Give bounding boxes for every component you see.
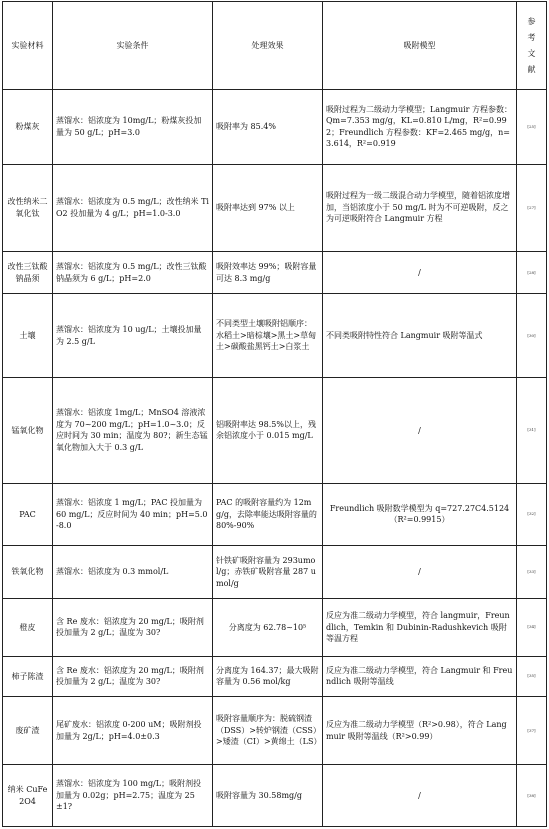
cell-reference: [27] — [517, 164, 547, 251]
cell-reference: [25] — [517, 90, 547, 165]
cell-conditions: 蒸馏水：铝浓度为 0.5 mg/L；改性纳米 TiO2 投加量为 4 g/L；pH=1.0-3.0 — [53, 164, 213, 251]
table-row — [3, 164, 547, 251]
cell-conditions: 蒸馏水：铝浓度 1 mg/L；PAC 投加量为 60 mg/L；反应时间为 40 min；pH=5.0-8.0 — [53, 484, 213, 546]
cell-material: 改性纳米二氧化钛 — [3, 164, 53, 251]
cell-effect: 铝吸附率达 98.5%以上，残余铝浓度小于 0.015 mg/L — [213, 377, 323, 484]
cell-model: 吸附过程为一级二级混合动力学模型，随着铝浓度增加，当铝浓度小于 50 mg/L 时为不可逆吸附，反之为可逆吸附符合 Langmuir 方程 — [323, 164, 517, 251]
cell-effect: PAC 的吸附容量约为 12mg/g，去除率能达吸附容量的 80%-90% — [213, 484, 323, 546]
header-reference-char: 献 — [527, 64, 536, 74]
cell-conditions: 尾矿废水：铝浓度 0-200 uM；吸附剂投加量为 2g/L；pH=4.0±0.3 — [53, 697, 213, 765]
cell-effect: 分离度为 62.78~10⁵ — [213, 599, 323, 657]
cell-conditions: 蒸馏水：铝浓度为 10 ug/L；土壤投加量为 2.5 g/L — [53, 294, 213, 377]
cell-material: 橙皮 — [3, 599, 53, 657]
cell-material: 锰氧化物 — [3, 377, 53, 484]
header-model: 吸附模型 — [323, 2, 517, 90]
cell-material: 废矿渣 — [3, 697, 53, 765]
cell-reference: [38] — [517, 765, 547, 827]
header-reference-char: 参 — [527, 16, 536, 26]
cell-model: 吸附过程为二级动力学模型；Langmuir 方程参数：Qm=7.353 mg/g，KL=0.810 L/mg，R²=0.992；Freundlich 方程参数：KF=2.465 mg/g，n=3.614，R²=0.919 — [323, 90, 517, 165]
cell-material: PAC — [3, 484, 53, 546]
cell-effect: 吸附容量顺序为：脱硫钢渣（DSS）>转炉钢渣（CSS）>矮渣（CI）>黄绵土（LS） — [213, 697, 323, 765]
cell-material: 土壤 — [3, 294, 53, 377]
cell-reference: [33] — [517, 545, 547, 598]
header-conditions: 实验条件 — [53, 2, 213, 90]
cell-conditions: 蒸馏水：铝浓度为 0.3 mmol/L — [53, 545, 213, 598]
cell-conditions: 含 Re 废水：铝浓度为 20 mg/L；吸附剂投加量为 2 g/L；温度为 30? — [53, 599, 213, 657]
cell-reference: [30] — [517, 294, 547, 377]
cell-conditions: 蒸馏水：铝浓度为 0.5 mg/L；改性三钛酸钠晶须为 6 g/L；pH=2.0 — [53, 251, 213, 294]
cell-reference: [37] — [517, 697, 547, 765]
cell-model: / — [323, 251, 517, 294]
table-row — [3, 377, 547, 484]
table-row — [3, 545, 547, 598]
cell-effect: 分离度为 164.37；最大吸附容量为 0.56 mol/kg — [213, 656, 323, 696]
cell-reference: [35] — [517, 656, 547, 696]
cell-effect: 吸附率为 85.4% — [213, 90, 323, 165]
table-row — [3, 251, 547, 294]
cell-model: / — [323, 377, 517, 484]
header-reference-char: 考 — [527, 32, 536, 42]
cell-effect: 吸附容量为 30.58mg/g — [213, 765, 323, 827]
cell-effect: 不同类型土壤吸附铝顺序：水稻土>暗棕壤>黑土>草甸土>碳酸盐黑钙土>白浆土 — [213, 294, 323, 377]
table-row — [3, 599, 547, 657]
cell-reference: [32] — [517, 484, 547, 546]
table-row — [3, 697, 547, 765]
cell-model: / — [323, 765, 517, 827]
cell-model: 反应为准二级动力学模型（R²>0.98），符合 Langmuir 吸附等温线（R²>0.99） — [323, 697, 517, 765]
cell-effect: 针铁矿吸附容量为 293umol/g；赤铁矿吸附容量 287 umol/g — [213, 545, 323, 598]
table-row — [3, 765, 547, 827]
cell-conditions: 蒸馏水：铝浓度为 100 mg/L；吸附剂投加量为 0.02g；pH=2.75；温度为 25±1? — [53, 765, 213, 827]
cell-model: 反应为准二级动力学模型，符合 Langmuir 和 Freundlich 吸附等温线 — [323, 656, 517, 696]
header-reference — [517, 2, 547, 90]
header-reference-char: 文 — [527, 48, 536, 58]
cell-material: 柿子陈渣 — [3, 656, 53, 696]
cell-model: Freundlich 吸附数学模型为 q=727.27C4.5124（R²=0.9915） — [323, 484, 517, 546]
cell-effect: 吸附效率达 99%；吸附容量可达 8.3 mg/g — [213, 251, 323, 294]
cell-material: 铁氧化物 — [3, 545, 53, 598]
cell-material: 改性三钛酸钠晶须 — [3, 251, 53, 294]
table-row — [3, 90, 547, 165]
header-material: 实验材料 — [3, 2, 53, 90]
table-row — [3, 484, 547, 546]
cell-conditions: 含 Re 废水：铝浓度为 20 mg/L；吸附剂投加量为 2 g/L；温度为 30? — [53, 656, 213, 696]
cell-model: / — [323, 545, 517, 598]
cell-conditions: 蒸馏水：铝浓度 1mg/L；MnSO4 溶液浓度为 70~200 mg/L；pH=1.0~3.0；反应时间为 30 min；温度为 80?；新生态锰氧化物加入大于 0.3 g/L — [53, 377, 213, 484]
adsorption-table — [2, 1, 547, 827]
cell-reference: [31] — [517, 377, 547, 484]
table-row — [3, 294, 547, 377]
cell-reference: [34] — [517, 599, 547, 657]
cell-material: 粉煤灰 — [3, 90, 53, 165]
cell-effect: 吸附率达到 97% 以上 — [213, 164, 323, 251]
cell-model: 不同类吸附特性符合 Langmuir 吸附等温式 — [323, 294, 517, 377]
cell-conditions: 蒸馏水：铝浓度为 10mg/L；粉煤灰投加量为 50 g/L；pH=3.0 — [53, 90, 213, 165]
table-row — [3, 656, 547, 696]
cell-model: 反应为准二级动力学模型，符合 langmuir，Freundlich，Temkin 和 Dubinin-Radushkevich 吸附等温方程 — [323, 599, 517, 657]
cell-material: 纳米 CuFe2O4 — [3, 765, 53, 827]
header-row — [3, 2, 547, 90]
cell-reference: [28] — [517, 251, 547, 294]
header-effect: 处理效果 — [213, 2, 323, 90]
